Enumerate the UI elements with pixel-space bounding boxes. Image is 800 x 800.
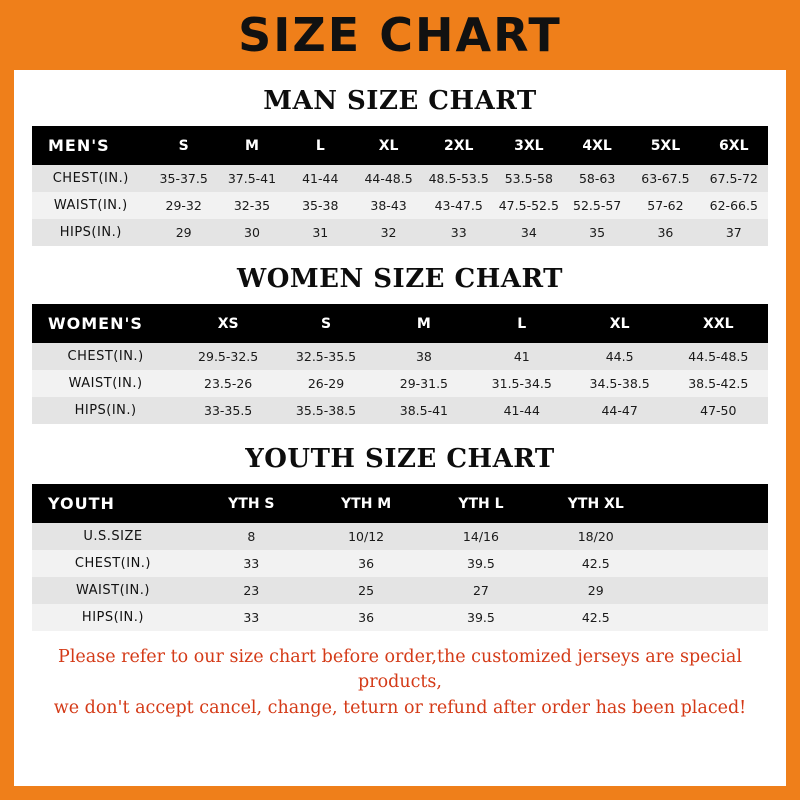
- men-chest-s: 35-37.5: [159, 171, 208, 186]
- men-chest-m: 37.5-41: [227, 171, 277, 186]
- youth-section-title: YOUTH SIZE CHART: [245, 444, 555, 474]
- youth-ussize-label: U.S.SIZE: [83, 529, 143, 544]
- youth-waist-m: 25: [358, 583, 375, 598]
- table-row: [32, 397, 768, 424]
- men-header-6xl: 6XL: [700, 126, 768, 165]
- men-waist-l: 35-38: [302, 198, 339, 213]
- men-waist-m: 32-35: [233, 198, 271, 213]
- men-hips-4xl: 35: [589, 225, 606, 240]
- youth-chest-empty: [653, 550, 768, 577]
- women-hips-xs: 33-35.5: [204, 403, 253, 418]
- youth-waist-l: 27: [472, 583, 489, 598]
- men-waist-5xl: 57-62: [647, 198, 684, 213]
- youth-size-table: [32, 484, 768, 631]
- youth-header-l: YTH L: [424, 484, 539, 523]
- women-chest-l: 41: [513, 349, 530, 364]
- men-chest-2xl: 48.5-53.5: [428, 171, 489, 186]
- women-chest-xxl: 44.5-48.5: [688, 349, 749, 364]
- men-chest-label: CHEST(IN.): [52, 171, 129, 186]
- men-header-5xl: 5XL: [631, 126, 699, 165]
- women-header-m: M: [375, 304, 473, 343]
- table-header-row: [32, 126, 768, 165]
- youth-ussize-s: 8: [247, 529, 256, 544]
- women-waist-m: 29-31.5: [399, 376, 449, 391]
- youth-chest-label: CHEST(IN.): [74, 556, 151, 571]
- men-waist-xl: 38-43: [370, 198, 407, 213]
- youth-hips-s: 33: [243, 610, 260, 625]
- footer-accent-bar: [0, 786, 800, 800]
- women-waist-xxl: 38.5-42.5: [688, 376, 749, 391]
- youth-header-empty: [653, 484, 768, 523]
- women-waist-xs: 23.5-26: [204, 376, 253, 391]
- women-hips-label: HIPS(IN.): [74, 403, 137, 418]
- men-header-s: S: [150, 126, 218, 165]
- youth-hips-l: 39.5: [467, 610, 495, 625]
- order-policy-note: [32, 645, 768, 721]
- youth-waist-s: 23: [243, 583, 260, 598]
- youth-header-xl: YTH XL: [538, 484, 653, 523]
- table-row: [32, 343, 768, 370]
- youth-waist-label: WAIST(IN.): [76, 583, 150, 598]
- table-row: [32, 577, 768, 604]
- youth-header-s: YTH S: [194, 484, 309, 523]
- men-waist-2xl: 43-47.5: [434, 198, 483, 213]
- men-hips-5xl: 36: [657, 225, 674, 240]
- table-header-row: [32, 304, 768, 343]
- women-header-s: S: [277, 304, 375, 343]
- men-waist-6xl: 62-66.5: [709, 198, 758, 213]
- women-chest-label: CHEST(IN.): [67, 349, 144, 364]
- men-hips-label: HIPS(IN.): [59, 225, 122, 240]
- page-title: SIZE CHART: [238, 8, 562, 62]
- women-header-xs: XS: [179, 304, 277, 343]
- table-row: [32, 370, 768, 397]
- youth-hips-empty: [653, 604, 768, 631]
- youth-hips-label: HIPS(IN.): [81, 610, 144, 625]
- men-hips-s: 29: [175, 225, 192, 240]
- men-section-title: MAN SIZE CHART: [263, 86, 537, 116]
- men-hips-xl: 32: [380, 225, 397, 240]
- men-chest-4xl: 58-63: [578, 171, 616, 186]
- table-row: [32, 604, 768, 631]
- table-header-row: [32, 484, 768, 523]
- women-header-l: L: [473, 304, 571, 343]
- youth-chest-m: 36: [358, 556, 375, 571]
- men-hips-m: 30: [244, 225, 260, 240]
- youth-waist-xl: 29: [587, 583, 604, 598]
- youth-chest-l: 39.5: [467, 556, 495, 571]
- women-chest-s: 32.5-35.5: [295, 349, 357, 364]
- youth-chest-s: 33: [243, 556, 260, 571]
- men-chest-6xl: 67.5-72: [709, 171, 758, 186]
- men-size-table: [32, 126, 768, 246]
- table-row: [32, 192, 768, 219]
- women-hips-m: 38.5-41: [399, 403, 449, 418]
- men-waist-4xl: 52.5-57: [573, 198, 622, 213]
- men-chest-xl: 44-48.5: [364, 171, 413, 186]
- men-header-xl: XL: [354, 126, 422, 165]
- men-header-m: M: [218, 126, 286, 165]
- youth-ussize-m: 10/12: [348, 529, 385, 544]
- youth-ussize-l: 14/16: [462, 529, 499, 544]
- women-waist-l: 31.5-34.5: [491, 376, 552, 391]
- table-row: [32, 219, 768, 246]
- chart-content: [14, 86, 786, 721]
- men-chest-l: 41-44: [302, 171, 339, 186]
- women-waist-label: WAIST(IN.): [68, 376, 143, 391]
- men-chest-5xl: 63-67.5: [641, 171, 690, 186]
- women-waist-xl: 34.5-38.5: [589, 376, 650, 391]
- men-waist-3xl: 47.5-52.5: [498, 198, 559, 213]
- page-banner: [14, 0, 786, 70]
- youth-header-m: YTH M: [309, 484, 424, 523]
- women-hips-s: 35.5-38.5: [295, 403, 357, 418]
- women-chest-m: 38: [415, 349, 432, 364]
- women-size-table: [32, 304, 768, 424]
- men-hips-3xl: 34: [520, 225, 537, 240]
- youth-ussize-empty: [653, 523, 768, 550]
- women-header-xl: XL: [571, 304, 669, 343]
- men-hips-l: 31: [312, 225, 329, 240]
- table-row: [32, 550, 768, 577]
- youth-header-label: YOUTH: [32, 484, 194, 523]
- note-line-1: Please refer to our size chart before order,the customized jerseys are special products,: [58, 647, 742, 693]
- men-hips-6xl: 37: [725, 225, 742, 240]
- table-row: [32, 165, 768, 192]
- women-chest-xs: 29.5-32.5: [198, 349, 259, 364]
- men-chest-3xl: 53.5-58: [504, 171, 553, 186]
- women-chest-xl: 44.5: [605, 349, 634, 364]
- men-header-l: L: [286, 126, 354, 165]
- note-line-2: we don't accept cancel, change, teturn or refund after order has been placed!: [53, 697, 747, 718]
- youth-waist-empty: [653, 577, 768, 604]
- women-section-title: WOMEN SIZE CHART: [237, 264, 563, 294]
- women-hips-xl: 44-47: [601, 403, 638, 418]
- women-waist-s: 26-29: [307, 376, 345, 391]
- table-row: [32, 523, 768, 550]
- men-header-2xl: 2XL: [423, 126, 495, 165]
- men-waist-label: WAIST(IN.): [53, 198, 128, 213]
- youth-ussize-xl: 18/20: [577, 529, 614, 544]
- youth-hips-m: 36: [358, 610, 375, 625]
- youth-hips-xl: 42.5: [581, 610, 610, 625]
- women-header-xxl: XXL: [669, 304, 768, 343]
- men-header-3xl: 3XL: [495, 126, 563, 165]
- men-header-label: MEN'S: [32, 126, 150, 165]
- men-hips-2xl: 33: [450, 225, 467, 240]
- youth-chest-xl: 42.5: [581, 556, 610, 571]
- men-header-4xl: 4XL: [563, 126, 631, 165]
- women-hips-xxl: 47-50: [700, 403, 737, 418]
- women-header-label: WOMEN'S: [32, 304, 179, 343]
- men-waist-s: 29-32: [165, 198, 202, 213]
- women-hips-l: 41-44: [503, 403, 540, 418]
